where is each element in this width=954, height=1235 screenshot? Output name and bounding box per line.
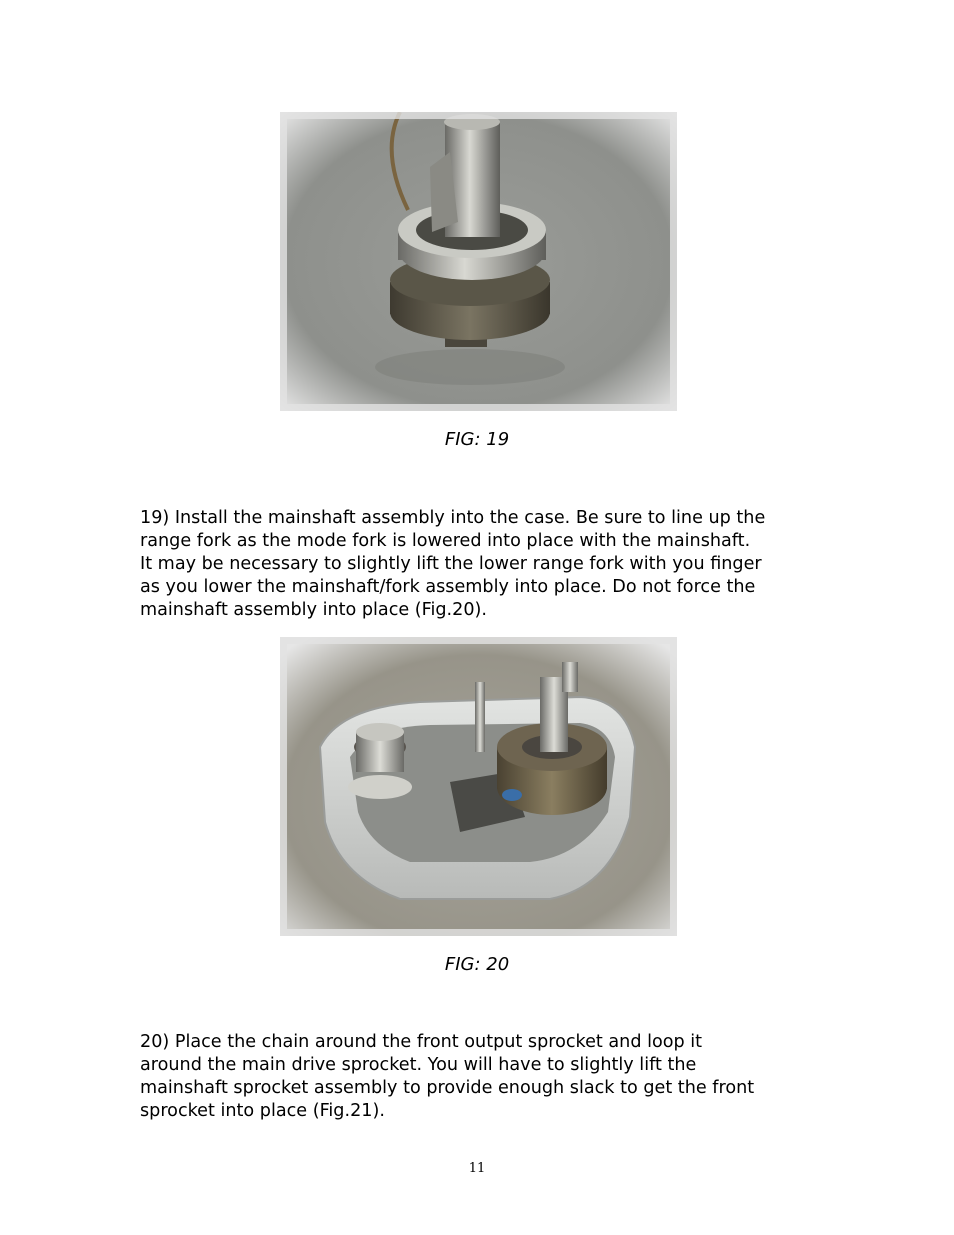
figure-19-caption: FIG: 19 [444, 429, 510, 450]
page-number: 11 [468, 1161, 486, 1176]
figure-20-photo [280, 637, 677, 936]
transfer-case-illustration [280, 637, 677, 936]
mainshaft-gear-illustration [280, 112, 677, 411]
step-19-instructions: 19) Install the mainshaft assembly into the case. Be sure to line up the range fork as the mode fork is lowered into place with the mainshaft. It may be necessary to slightly lift the lower range fork with you finger as you lower the mainshaft/fork assembly into place. Do not force the mainshaft assembly into place (Fig.20). [140, 508, 766, 620]
figure-20-caption: FIG: 20 [444, 954, 510, 975]
step-20-instructions: 20) Place the chain around the front output sprocket and loop it around the main drive sprocket. You will have to slightly lift the mainshaft sprocket assembly to provide enough slack to get the front sprocket into place (Fig.21). [140, 1032, 755, 1121]
figure-19-photo [280, 112, 677, 411]
